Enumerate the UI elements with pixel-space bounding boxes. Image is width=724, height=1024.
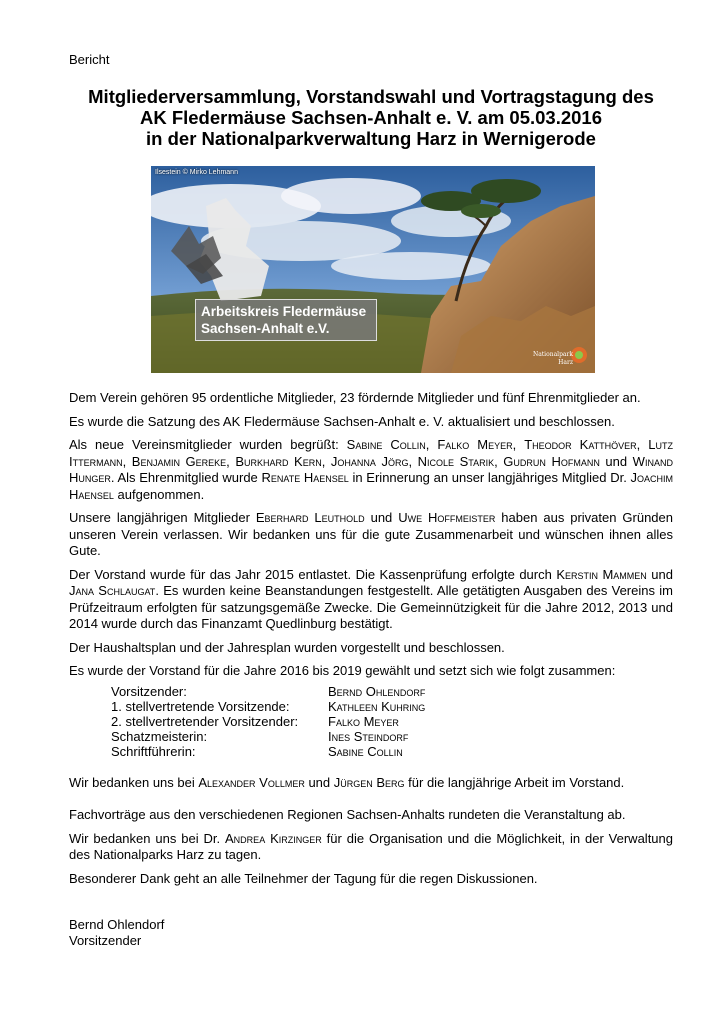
signature xyxy=(69,917,673,949)
board-name: Ines Steindorf xyxy=(328,728,409,744)
board-row xyxy=(111,684,673,699)
board-row xyxy=(111,714,673,729)
logo-line-2: Sachsen-Anhalt e.V. xyxy=(201,321,330,336)
board-role: Vorsitzender: xyxy=(111,683,187,699)
paragraph-talks: Fachvorträge aus den verschiedenen Regionen Sachsen-Anhalts rundeten die Veranstaltung ab. xyxy=(69,807,626,822)
paragraph-audit: Der Vorstand wurde für das Jahr 2015 entlastet. Die Kassenprüfung erfolgte durch Kerstin Mammen und Jana Schlaugat. Es wurden keine Beanstandungen festgestellt. Alle getätigten Ausgaben des Vereins im Prüfzeitraum erfolgten für satzungsgemäße Zwecke. Die Gemeinnützigkeit für die Jahre 2012, 2013 und 2014 wurde durch das Finanzamt Quedlinburg bestätigt. xyxy=(69,566,673,631)
signature-name: Bernd Ohlendorf xyxy=(69,917,165,932)
paragraph-statute: Es wurde die Satzung des AK Fledermäuse Sachsen-Anhalt e. V. aktualisiert und beschlossen. xyxy=(69,413,615,429)
board-row xyxy=(111,744,673,759)
paragraph-new-members: Als neue Vereinsmitglieder wurden begrüßt: Sabine Collin, Falko Meyer, Theodor Katthöver, Lutz Ittermann, Benjamin Gereke, Burkhard Kern, Johanna Jörg, Nicole Starik, Gudrun Hofmann und Winand Hunger. Als Ehrenmitglied wurde Renate Haensel in Erinnerung an unser langjähriges Mitglied Dr. Joachim Haensel aufgenommen. xyxy=(69,437,674,502)
national-park-logo xyxy=(533,351,573,367)
association-logo xyxy=(195,299,377,341)
np-logo-line-1: Nationalpark xyxy=(532,351,573,358)
board-row xyxy=(111,729,673,744)
paragraph-election: Es wurde der Vorstand für die Jahre 2016 bis 2019 gewählt und setzt sich wie folgt zusammen: xyxy=(69,663,616,678)
title-line-2: AK Fledermäuse Sachsen-Anhalt e. V. am 05.03.2016 xyxy=(139,107,603,128)
board-name: Kathleen Kuhring xyxy=(328,698,426,714)
board-name: Falko Meyer xyxy=(328,713,399,729)
board-role: Schriftführerin: xyxy=(111,743,196,759)
board-row xyxy=(111,699,673,714)
paragraph-thanks-organisation: Wir bedanken uns bei Dr. Andrea Kirzinger für die Organisation und die Möglichkeit, in der Verwaltung des Nationalparks Harz zu tagen. xyxy=(69,830,673,862)
paragraph-thanks-board: Wir bedanken uns bei Alexander Vollmer und Jürgen Berg für die langjährige Arbeit im Vorstand. xyxy=(69,774,625,790)
report-body xyxy=(69,390,673,956)
logo-line-1: Arbeitskreis Fledermäuse xyxy=(201,304,367,319)
paragraph-thanks-participants: Besonderer Dank geht an alle Teilnehmer der Tagung für die regen Diskussionen. xyxy=(69,870,538,886)
board-role: 1. stellvertretende Vorsitzende: xyxy=(111,698,290,714)
paragraph-departures: Unsere langjährigen Mitglieder Eberhard Leuthold und Uwe Hoffmeister haben aus privaten Gründen unseren Verein verlassen. Wir bedanken uns für die gute Zusammenarbeit und wünschen ihnen alles Gute. xyxy=(69,510,673,558)
document-title xyxy=(69,86,673,149)
board-list xyxy=(111,684,673,759)
landscape-image xyxy=(151,166,595,373)
title-line-1: Mitgliederversammlung, Vorstandswahl und Vortragstagung des xyxy=(88,86,654,107)
board-name: Bernd Ohlendorf xyxy=(328,683,426,699)
title-line-3: in der Nationalparkverwaltung Harz in Wernigerode xyxy=(146,128,596,149)
board-role: 2. stellvertretender Vorsitzender: xyxy=(111,713,299,729)
np-logo-line-2: Harz xyxy=(558,359,573,366)
board-role: Schatzmeisterin: xyxy=(111,728,208,744)
signature-role: Vorsitzender xyxy=(69,933,142,948)
board-name: Sabine Collin xyxy=(328,743,403,759)
paragraph-members: Dem Verein gehören 95 ordentliche Mitglieder, 23 fördernde Mitglieder und fünf Ehrenmitglieder an. xyxy=(69,390,641,405)
photo-credit: Ilsestein © Mirko Lehmann xyxy=(155,169,238,176)
paragraph-budget: Der Haushaltsplan und der Jahresplan wurden vorgestellt und beschlossen. xyxy=(69,639,505,655)
report-kicker: Bericht xyxy=(69,52,110,67)
header-photo xyxy=(151,166,595,373)
